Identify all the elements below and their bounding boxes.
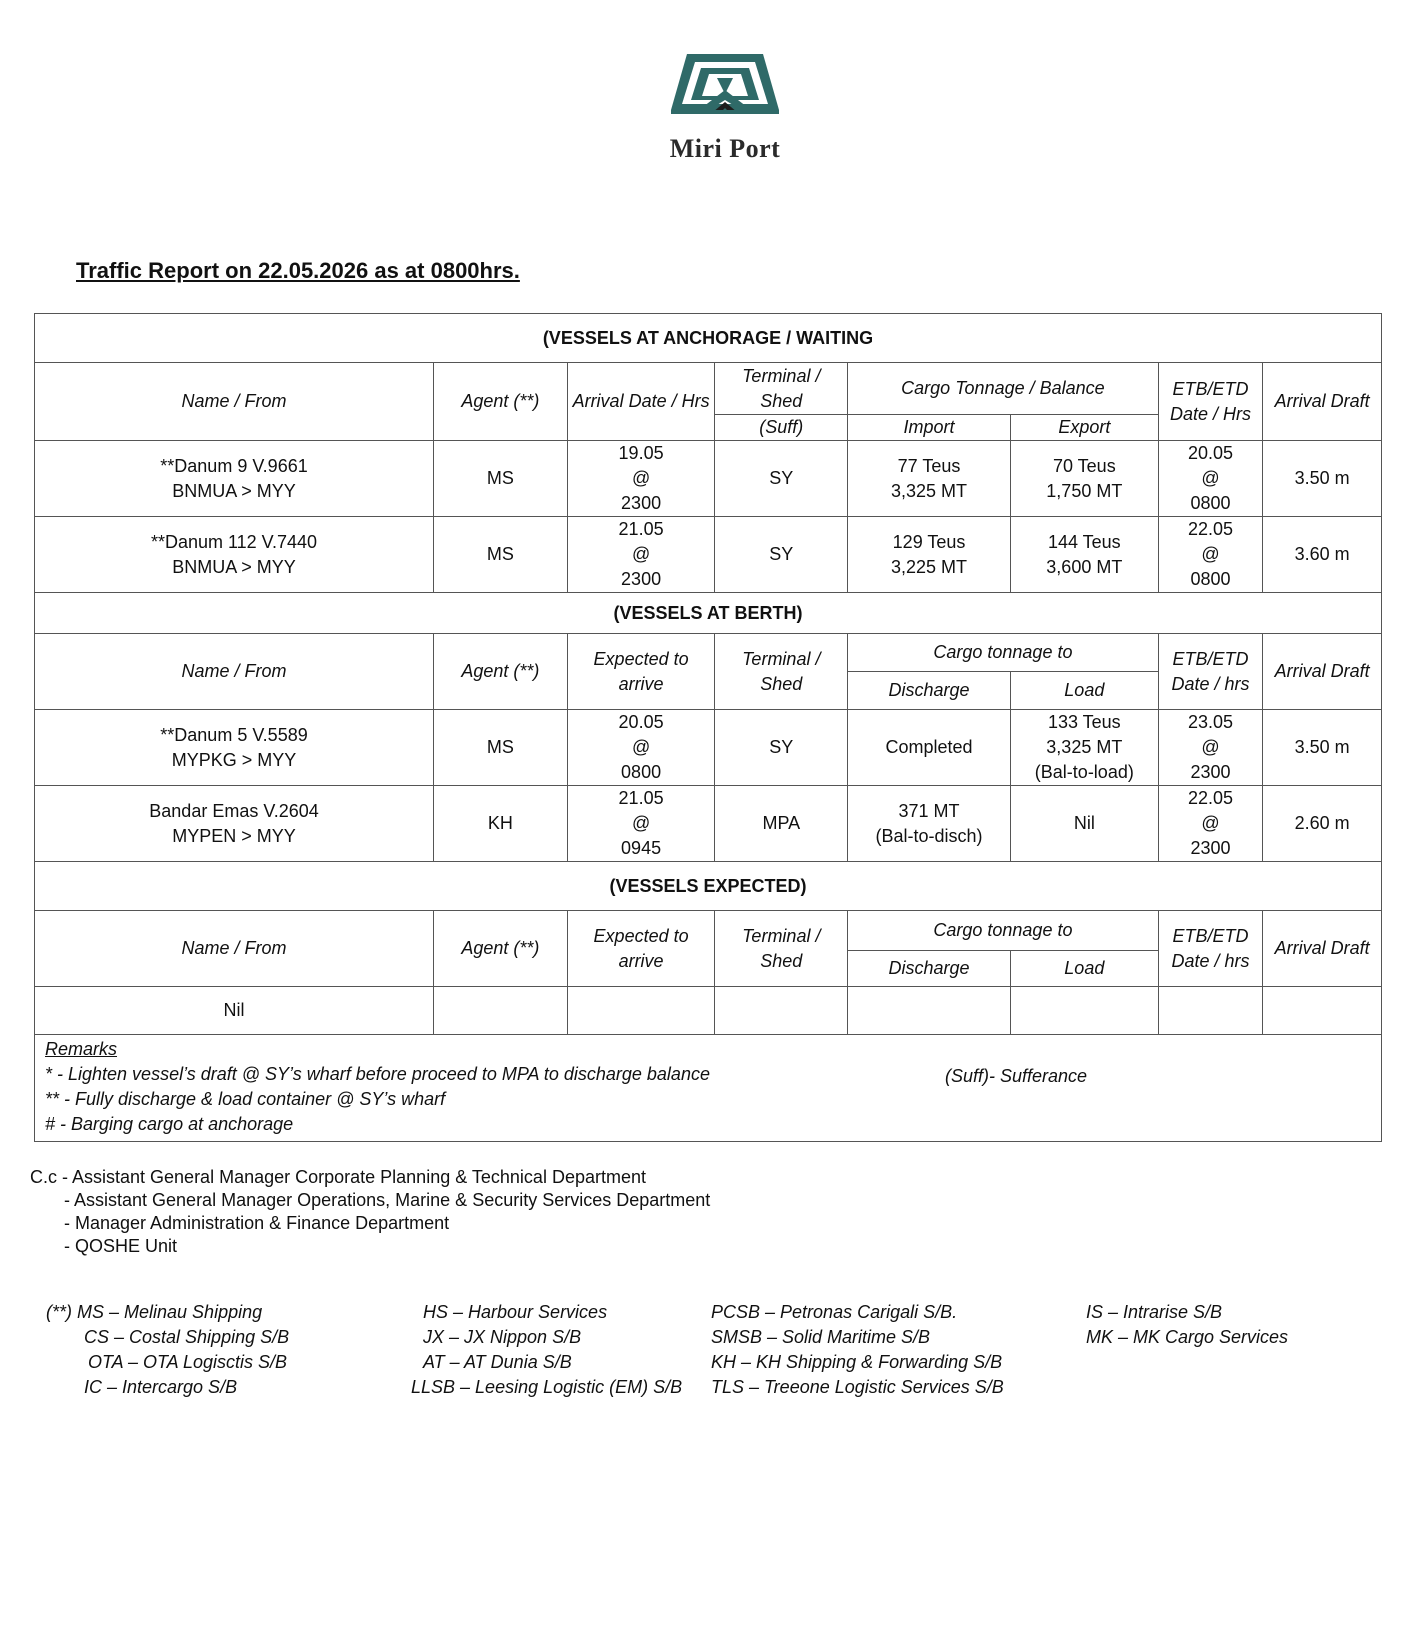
- table-row: [35, 710, 1382, 786]
- legend-column: [411, 1300, 682, 1400]
- discharge-cell: 371 MT (Bal-to-disch): [848, 786, 1011, 862]
- anchorage-section-title: (VESSELS AT ANCHORAGE / WAITING: [35, 314, 1382, 363]
- agent-cell: MS: [434, 517, 568, 593]
- header-expected: Expected to arrive: [567, 634, 715, 710]
- legend-item: IS – Intrarise S/B: [1086, 1302, 1223, 1322]
- header-cargo: Cargo tonnage to: [848, 634, 1159, 672]
- legend-item: PCSB – Petronas Carigali S/B.: [711, 1302, 958, 1322]
- vessel-name-from: Bandar Emas V.2604 MYPEN > MYY: [35, 786, 434, 862]
- discharge-cell: Completed: [848, 710, 1011, 786]
- legend-item: LLSB – Leesing Logistic (EM) S/B: [411, 1377, 683, 1397]
- remark-line: * - Lighten vessel’s draft @ SY’s wharf before proceed to MPA to discharge balance: [45, 1064, 710, 1084]
- terminal-cell: MPA: [715, 786, 848, 862]
- header-etb: ETB/ETD Date / Hrs: [1158, 363, 1263, 441]
- etb-cell: 22.05 @ 2300: [1158, 786, 1263, 862]
- header-suff: (Suff): [715, 415, 848, 441]
- load-cell: Nil: [1010, 786, 1158, 862]
- cc-line: - Manager Administration & Finance Department: [64, 1213, 450, 1233]
- agent-cell: KH: [434, 786, 568, 862]
- header-cargo: Cargo Tonnage / Balance: [848, 363, 1159, 415]
- header-draft: Arrival Draft: [1263, 634, 1382, 710]
- table-row: [35, 441, 1382, 517]
- legend-item: (**) MS – Melinau Shipping: [46, 1302, 263, 1322]
- header-etb: ETB/ETD Date / hrs: [1158, 634, 1263, 710]
- header-terminal: Terminal / Shed: [715, 911, 848, 987]
- draft-cell: 2.60 m: [1263, 786, 1382, 862]
- cc-line: - QOSHE Unit: [64, 1236, 178, 1256]
- legend-item: CS – Costal Shipping S/B: [84, 1327, 290, 1347]
- import-cell: 77 Teus 3,325 MT: [848, 441, 1011, 517]
- export-cell: 70 Teus 1,750 MT: [1010, 441, 1158, 517]
- legend-item: AT – AT Dunia S/B: [423, 1352, 572, 1372]
- export-cell: 144 Teus 3,600 MT: [1010, 517, 1158, 593]
- header-agent: Agent (**): [434, 363, 568, 441]
- suff-note: (Suff)- Sufferance: [945, 1066, 1088, 1086]
- agent-cell: MS: [434, 710, 568, 786]
- draft-cell: 3.50 m: [1263, 441, 1382, 517]
- remarks-title: Remarks: [45, 1039, 118, 1059]
- header-discharge: Discharge: [848, 951, 1011, 987]
- cc-line: - Assistant General Manager Operations, Marine & Security Services Department: [64, 1190, 711, 1210]
- traffic-report-table: [34, 313, 1382, 1142]
- vessel-name-from: **Danum 9 V.9661 BNMUA > MYY: [35, 441, 434, 517]
- legend-column: [711, 1300, 1004, 1400]
- remark-line: # - Barging cargo at anchorage: [45, 1114, 294, 1134]
- etb-cell: 22.05 @ 0800: [1158, 517, 1263, 593]
- header-load: Load: [1010, 951, 1158, 987]
- header-terminal: Terminal / Shed: [715, 363, 848, 415]
- table-row: [35, 786, 1382, 862]
- legend-item: TLS – Treeone Logistic Services S/B: [711, 1377, 1004, 1397]
- cc-list: [30, 1166, 710, 1258]
- legend-item: OTA – OTA Logisctis S/B: [88, 1352, 288, 1372]
- logo-text: Miri Port: [669, 134, 781, 163]
- cc-line: C.c - Assistant General Manager Corporate Planning & Technical Department: [30, 1167, 646, 1187]
- etb-cell: 23.05 @ 2300: [1158, 710, 1263, 786]
- arrival-cell: 19.05 @ 2300: [567, 441, 715, 517]
- header-name: Name / From: [35, 634, 434, 710]
- legend-item: MK – MK Cargo Services: [1086, 1327, 1289, 1347]
- etb-cell: 20.05 @ 0800: [1158, 441, 1263, 517]
- miri-port-logo: [660, 50, 790, 163]
- port-emblem-icon: [669, 50, 781, 132]
- legend-item: JX – JX Nippon S/B: [423, 1327, 582, 1347]
- report-title: Traffic Report on 22.05.2026 as at 0800hrs.: [76, 258, 520, 283]
- header-export: Export: [1010, 415, 1158, 441]
- vessel-name-from: **Danum 112 V.7440 BNMUA > MYY: [35, 517, 434, 593]
- terminal-cell: SY: [715, 710, 848, 786]
- header-terminal: Terminal / Shed: [715, 634, 848, 710]
- header-discharge: Discharge: [848, 672, 1011, 710]
- berth-section-title: (VESSELS AT BERTH): [35, 593, 1382, 634]
- legend-column: [46, 1300, 289, 1400]
- expected-section-title: (VESSELS EXPECTED): [35, 862, 1382, 911]
- header-agent: Agent (**): [434, 911, 568, 987]
- draft-cell: 3.60 m: [1263, 517, 1382, 593]
- remarks-box: [35, 1035, 1382, 1142]
- arrival-cell: 21.05 @ 0945: [567, 786, 715, 862]
- legend-item: HS – Harbour Services: [423, 1302, 608, 1322]
- arrival-cell: 21.05 @ 2300: [567, 517, 715, 593]
- legend-column: [1086, 1300, 1288, 1350]
- terminal-cell: SY: [715, 517, 848, 593]
- arrival-cell: 20.05 @ 0800: [567, 710, 715, 786]
- header-draft: Arrival Draft: [1263, 363, 1382, 441]
- header-import: Import: [848, 415, 1011, 441]
- table-row: [35, 517, 1382, 593]
- header-cargo: Cargo tonnage to: [848, 911, 1159, 951]
- header-etb: ETB/ETD Date / hrs: [1158, 911, 1263, 987]
- header-arrival: Arrival Date / Hrs: [567, 363, 715, 441]
- nil-cell: Nil: [35, 987, 434, 1035]
- draft-cell: 3.50 m: [1263, 710, 1382, 786]
- legend-item: SMSB – Solid Maritime S/B: [711, 1327, 931, 1347]
- header-expected: Expected to arrive: [567, 911, 715, 987]
- header-draft: Arrival Draft: [1263, 911, 1382, 987]
- header-name: Name / From: [35, 363, 434, 441]
- legend-item: KH – KH Shipping & Forwarding S/B: [711, 1352, 1003, 1372]
- header-name: Name / From: [35, 911, 434, 987]
- header-agent: Agent (**): [434, 634, 568, 710]
- legend-item: IC – Intercargo S/B: [84, 1377, 238, 1397]
- agent-cell: MS: [434, 441, 568, 517]
- terminal-cell: SY: [715, 441, 848, 517]
- table-row: [35, 987, 1382, 1035]
- header-load: Load: [1010, 672, 1158, 710]
- import-cell: 129 Teus 3,225 MT: [848, 517, 1011, 593]
- remark-line: ** - Fully discharge & load container @ SY’s wharf: [45, 1089, 446, 1109]
- vessel-name-from: **Danum 5 V.5589 MYPKG > MYY: [35, 710, 434, 786]
- load-cell: 133 Teus 3,325 MT (Bal-to-load): [1010, 710, 1158, 786]
